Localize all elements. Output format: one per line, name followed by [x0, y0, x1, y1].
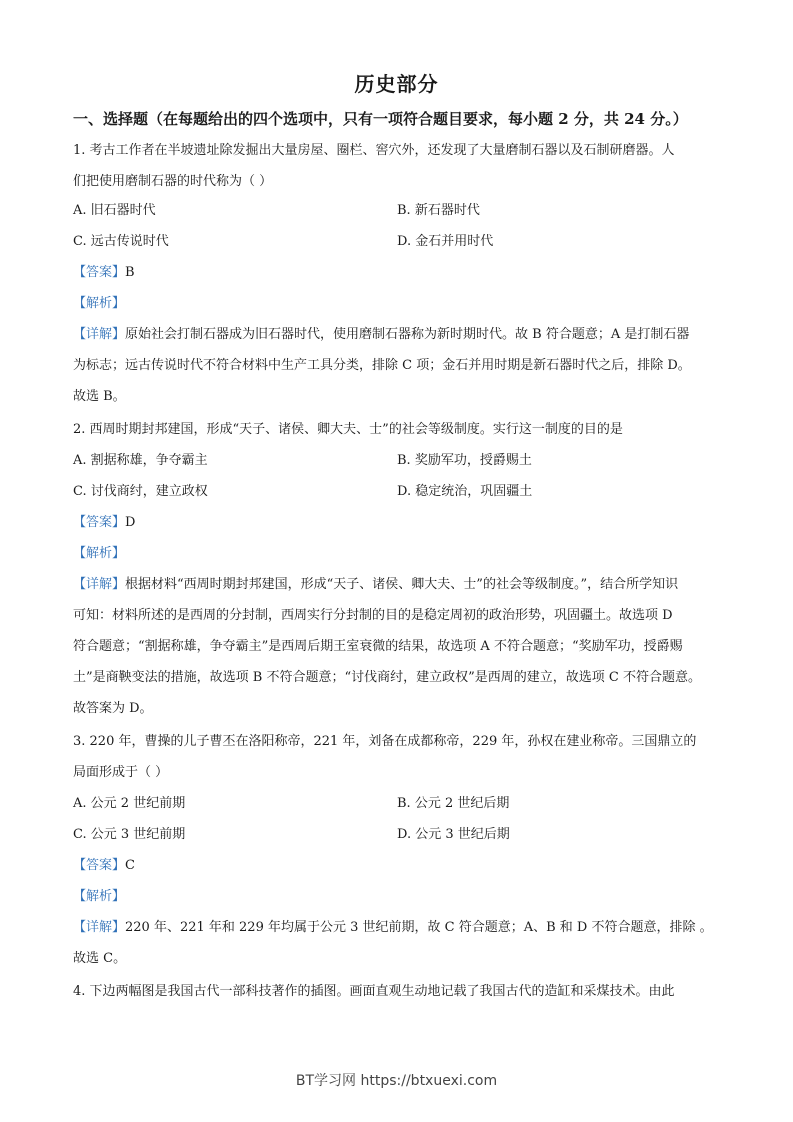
question-3-option-d: D. 公元 3 世纪后期: [397, 827, 510, 842]
question-2-detail-line-1: [73, 576, 728, 594]
question-3-analysis-tag: 【解析】: [73, 889, 126, 904]
question-3-option-a: A. 公元 2 世纪前期: [73, 796, 186, 811]
detail-text: 根据材料“西周时期封邦建国，形成“天子、诸侯、卿大夫、士”的社会等级制度。”，结合所学知识: [125, 577, 679, 592]
answer-tag: 【答案】: [73, 515, 126, 530]
question-3-answer: [73, 857, 728, 875]
footer-watermark: BT学习网 https://btxuexi.com: [295, 1073, 498, 1089]
detail-tag: 【详解】: [73, 920, 126, 935]
question-2-detail-line-2: 可知：材料所述的是西周的分封制，西周实行分封制的目的是稳定周初的政治形势，巩固疆土。故选项 D: [73, 608, 673, 623]
page-title: 历史部分: [354, 72, 439, 96]
answer-tag: 【答案】: [73, 265, 126, 280]
answer-value: B: [125, 265, 135, 280]
question-1-stem-line-2: 们把使用磨制石器的时代称为（ ）: [73, 174, 273, 189]
question-2-option-d: D. 稳定统治，巩固疆土: [397, 484, 533, 499]
question-3-option-c: C. 公元 3 世纪前期: [73, 827, 186, 842]
question-2-detail-line-3: 符合题意；“割据称雄，争夺霸主”是西周后期王室衰微的结果，故选项 A 不符合题意；“奖励军功，授爵赐: [73, 639, 683, 654]
question-4-stem-line-1: 4. 下边两幅图是我国古代一部科技著作的插图。画面直观生动地记载了我国古代的造缸和采煤技术。由此: [73, 984, 675, 999]
question-1-detail-line-2: 为标志；远古传说时代不符合材料中生产工具分类，排除 C 项；金石并用时期是新石器时代之后，排除 D。: [73, 358, 691, 373]
question-1-option-b: B. 新石器时代: [397, 203, 480, 218]
question-1-stem-line-1: 1. 考古工作者在半坡遗址除发掘出大量房屋、圈栏、窖穴外，还发现了大量磨制石器以及石制研磨器。人: [73, 143, 675, 158]
question-1-option-d: D. 金石并用时代: [397, 234, 494, 249]
detail-tag: 【详解】: [73, 577, 126, 592]
question-2-detail-line-4: 土”是商鞅变法的措施，故选项 B 不符合题意；“讨伐商纣，建立政权”是西周的建立，故选项 C 不符合题意。: [73, 670, 701, 685]
question-3-option-b: B. 公元 2 世纪后期: [397, 796, 510, 811]
question-2-option-a: A. 割据称雄，争夺霸主: [73, 453, 208, 468]
question-3-stem-line-1: 3. 220 年，曹操的儿子曹丕在洛阳称帝，221 年，刘备在成都称帝，229 年，孙权在建业称帝。三国鼎立的: [73, 734, 697, 749]
detail-text: 220 年、221 年和 229 年均属于公元 3 世纪前期，故 C 符合题意；A、B 和 D 不符合题意，排除 。: [125, 920, 713, 935]
answer-value: D: [125, 515, 136, 530]
question-2-option-b: B. 奖励军功，授爵赐土: [397, 453, 532, 468]
question-1-detail-line-3: 故选 B。: [73, 389, 126, 404]
question-2-detail-line-5: 故答案为 D。: [73, 701, 153, 716]
question-3-detail-line-1: [73, 919, 728, 937]
answer-tag: 【答案】: [73, 858, 126, 873]
question-2-option-c: C. 讨伐商纣，建立政权: [73, 484, 208, 499]
detail-text: 原始社会打制石器成为旧石器时代，使用磨制石器称为新时期时代。故 B 符合题意；A 是打制石器: [125, 327, 690, 342]
detail-tag: 【详解】: [73, 327, 126, 342]
question-1-detail-line-1: [73, 326, 728, 344]
question-1-option-c: C. 远古传说时代: [73, 234, 169, 249]
question-1-analysis-tag: 【解析】: [73, 296, 126, 311]
question-1-answer: [73, 264, 728, 282]
question-2-stem-line-1: 2. 西周时期封邦建国，形成“天子、诸侯、卿大夫、士”的社会等级制度。实行这一制度的目的是: [73, 422, 623, 437]
question-1-option-a: A. 旧石器时代: [73, 203, 156, 218]
section-heading: 一、选择题（在每题给出的四个选项中，只有一项符合题目要求，每小题 2 分，共 24 分。）: [73, 110, 688, 128]
question-3-stem-line-2: 局面形成于（ ）: [73, 765, 169, 780]
question-3-detail-line-2: 故选 C。: [73, 951, 127, 966]
question-2-answer: [73, 514, 728, 532]
question-2-analysis-tag: 【解析】: [73, 546, 126, 561]
answer-value: C: [125, 858, 135, 873]
